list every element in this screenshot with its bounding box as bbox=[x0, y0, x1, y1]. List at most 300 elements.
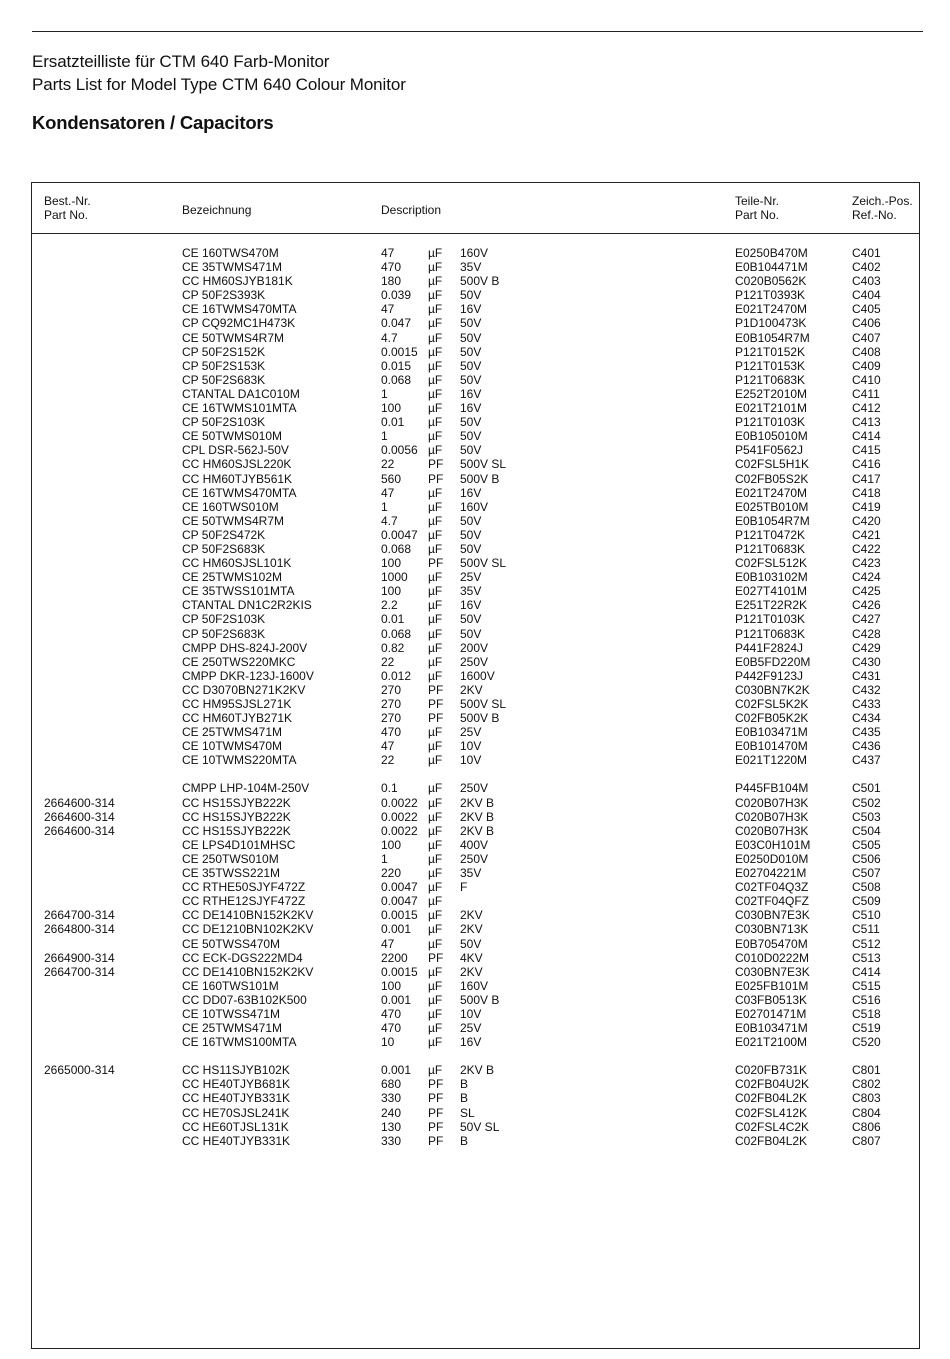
value-cell: 0.068 bbox=[381, 372, 412, 387]
table-row bbox=[32, 1007, 919, 1021]
ref-cell: C501 bbox=[852, 781, 881, 796]
teile-nr-cell: C02FSL5K2K bbox=[735, 697, 809, 711]
table-row bbox=[32, 302, 919, 316]
rating-cell: 10V bbox=[460, 753, 482, 768]
teile-nr-cell: P121T0472K bbox=[735, 527, 806, 542]
table-row bbox=[32, 514, 919, 528]
best-nr-cell: 2664700-314 bbox=[44, 964, 115, 979]
header-best-nr-de: Best.-Nr. bbox=[44, 194, 91, 208]
teile-nr-cell: P121T0683K bbox=[735, 541, 806, 556]
table-row bbox=[32, 669, 919, 683]
ref-cell: C409 bbox=[852, 358, 881, 373]
teile-nr-cell: C02FB04U2K bbox=[735, 1077, 810, 1092]
teile-nr-cell: E0B101470M bbox=[735, 739, 808, 754]
table-row bbox=[32, 260, 919, 274]
table-row bbox=[32, 528, 919, 542]
unit-cell: µF bbox=[428, 443, 443, 458]
value-cell: 270 bbox=[381, 711, 402, 726]
table-row bbox=[32, 1035, 919, 1049]
bezeichnung-cell: CP 50F2S153K bbox=[182, 358, 266, 373]
value-cell: 0.068 bbox=[381, 626, 412, 641]
teile-nr-cell: P541F0562J bbox=[735, 443, 804, 458]
bezeichnung-cell: CMPP DKR-123J-1600V bbox=[182, 668, 314, 683]
rating-cell: 50V bbox=[460, 429, 482, 444]
ref-cell: C404 bbox=[852, 288, 881, 303]
bezeichnung-cell: CE 25TWMS471M bbox=[182, 1021, 283, 1036]
teile-nr-cell: C02FB04L2K bbox=[735, 1133, 808, 1148]
bezeichnung-cell: CC HM60SJSL101K bbox=[182, 556, 292, 571]
unit-cell: PF bbox=[428, 1077, 444, 1092]
bezeichnung-cell: CC HM60SJSL220K bbox=[182, 457, 292, 472]
ref-cell: C437 bbox=[852, 753, 881, 768]
rating-cell: 25V bbox=[460, 1021, 482, 1036]
bezeichnung-cell: CP 50F2S103K bbox=[182, 612, 266, 627]
ref-cell: C801 bbox=[852, 1063, 881, 1078]
ref-cell: C419 bbox=[852, 499, 881, 514]
header-zeich-pos-de: Zeich.-Pos. bbox=[852, 194, 913, 208]
bezeichnung-cell: CP 50F2S683K bbox=[182, 626, 266, 641]
table-row bbox=[32, 937, 919, 951]
teile-nr-cell: E0B705470M bbox=[735, 936, 808, 951]
table-row bbox=[32, 415, 919, 429]
value-cell: 0.012 bbox=[381, 668, 412, 683]
teile-nr-cell: C020B07H3K bbox=[735, 823, 809, 838]
rating-cell: 4KV bbox=[460, 950, 483, 965]
unit-cell: µF bbox=[428, 922, 443, 937]
ref-cell: C425 bbox=[852, 584, 881, 599]
table-row bbox=[32, 993, 919, 1007]
rating-cell: 16V bbox=[460, 485, 482, 500]
unit-cell: µF bbox=[428, 866, 443, 881]
best-nr-cell: 2665000-314 bbox=[44, 1063, 115, 1078]
teile-nr-cell: E021T2100M bbox=[735, 1035, 808, 1050]
rating-cell: 10V bbox=[460, 1006, 482, 1021]
table-row bbox=[32, 316, 919, 330]
unit-cell: µF bbox=[428, 499, 443, 514]
ref-cell: C415 bbox=[852, 443, 881, 458]
ref-cell: C515 bbox=[852, 978, 881, 993]
unit-cell: PF bbox=[428, 697, 444, 711]
parts-table bbox=[31, 182, 920, 1349]
bezeichnung-cell: CC HM95SJSL271K bbox=[182, 697, 292, 711]
top-rule bbox=[32, 31, 923, 32]
value-cell: 470 bbox=[381, 725, 402, 740]
table-row bbox=[32, 429, 919, 443]
bezeichnung-cell: CE 50TWMS4R7M bbox=[182, 513, 285, 528]
bezeichnung-cell: CC HE70SJSL241K bbox=[182, 1105, 290, 1120]
table-row bbox=[32, 345, 919, 359]
table-row bbox=[32, 753, 919, 767]
table-row bbox=[32, 472, 919, 486]
table-row bbox=[32, 683, 919, 697]
teile-nr-cell: E0B1054R7M bbox=[735, 513, 810, 528]
ref-cell: C416 bbox=[852, 457, 881, 472]
teile-nr-cell: E027T4101M bbox=[735, 584, 808, 599]
value-cell: 0.01 bbox=[381, 612, 405, 627]
table-row bbox=[32, 810, 919, 824]
table-body bbox=[32, 246, 919, 1148]
table-row bbox=[32, 612, 919, 626]
best-nr-cell: 2664800-314 bbox=[44, 922, 115, 937]
ref-cell: C502 bbox=[852, 795, 881, 810]
teile-nr-cell: C02FSL5H1K bbox=[735, 457, 810, 472]
unit-cell: µF bbox=[428, 316, 443, 331]
unit-cell: µF bbox=[428, 978, 443, 993]
ref-cell: C405 bbox=[852, 302, 881, 317]
table-row bbox=[32, 781, 919, 795]
value-cell: 330 bbox=[381, 1133, 402, 1148]
table-row bbox=[32, 951, 919, 965]
ref-cell: C806 bbox=[852, 1119, 881, 1134]
table-row bbox=[32, 824, 919, 838]
value-cell: 100 bbox=[381, 401, 402, 416]
ref-cell: C401 bbox=[852, 246, 881, 260]
rating-cell: 50V bbox=[460, 344, 482, 359]
ref-cell: C803 bbox=[852, 1091, 881, 1106]
teile-nr-cell: P442F9123J bbox=[735, 668, 804, 683]
unit-cell: µF bbox=[428, 894, 443, 909]
unit-cell: µF bbox=[428, 1035, 443, 1050]
table-row bbox=[32, 1021, 919, 1035]
unit-cell: µF bbox=[428, 626, 443, 641]
value-cell: 4.7 bbox=[381, 513, 398, 528]
teile-nr-cell: C02FSL4C2K bbox=[735, 1119, 810, 1134]
value-cell: 47 bbox=[381, 739, 395, 754]
value-cell: 1 bbox=[381, 386, 388, 401]
ref-cell: C506 bbox=[852, 851, 881, 866]
bezeichnung-cell: CC HS15SJYB222K bbox=[182, 809, 291, 824]
title-english: Parts List for Model Type CTM 640 Colour Monitor bbox=[32, 75, 406, 94]
bezeichnung-cell: CE 160TWS010M bbox=[182, 499, 279, 514]
table-row bbox=[32, 331, 919, 345]
teile-nr-cell: E025TB010M bbox=[735, 499, 809, 514]
teile-nr-cell: E0B104471M bbox=[735, 260, 808, 275]
table-row bbox=[32, 1091, 919, 1105]
teile-nr-cell: C02FB04L2K bbox=[735, 1091, 808, 1106]
table-row bbox=[32, 880, 919, 894]
bezeichnung-cell: CE 35TWSS221M bbox=[182, 866, 281, 881]
unit-cell: µF bbox=[428, 429, 443, 444]
teile-nr-cell: E03C0H101M bbox=[735, 837, 811, 852]
best-nr-cell: 2664700-314 bbox=[44, 908, 115, 923]
teile-nr-cell: C030BN7E3K bbox=[735, 964, 810, 979]
unit-cell: µF bbox=[428, 401, 443, 416]
ref-cell: C508 bbox=[852, 880, 881, 895]
unit-cell: µF bbox=[428, 260, 443, 275]
bezeichnung-cell: CE 16TWMS100MTA bbox=[182, 1035, 297, 1050]
rating-cell: 50V bbox=[460, 316, 482, 331]
bezeichnung-cell: CE 160TWS101M bbox=[182, 978, 279, 993]
unit-cell: µF bbox=[428, 809, 443, 824]
ref-cell: C420 bbox=[852, 513, 881, 528]
value-cell: 47 bbox=[381, 246, 395, 260]
unit-cell: µF bbox=[428, 640, 443, 655]
value-cell: 0.001 bbox=[381, 992, 412, 1007]
value-cell: 0.1 bbox=[381, 781, 398, 796]
bezeichnung-cell: CC DD07-63B102K500 bbox=[182, 992, 307, 1007]
bezeichnung-cell: CE 35TWMS471M bbox=[182, 260, 283, 275]
table-row bbox=[32, 838, 919, 852]
bezeichnung-cell: CC HE40TJYB331K bbox=[182, 1133, 291, 1148]
ref-cell: C434 bbox=[852, 711, 881, 726]
ref-cell: C519 bbox=[852, 1021, 881, 1036]
bezeichnung-cell: CC HM60SJYB181K bbox=[182, 274, 293, 289]
value-cell: 560 bbox=[381, 471, 402, 486]
header-description: Description bbox=[381, 203, 442, 217]
unit-cell: PF bbox=[428, 1091, 444, 1106]
teile-nr-cell: C030BN7E3K bbox=[735, 908, 810, 923]
value-cell: 100 bbox=[381, 978, 402, 993]
unit-cell: µF bbox=[428, 1006, 443, 1021]
teile-nr-cell: E0B103102M bbox=[735, 570, 808, 585]
rating-cell: 50V bbox=[460, 612, 482, 627]
table-row bbox=[32, 274, 919, 288]
value-cell: 47 bbox=[381, 485, 395, 500]
table-row bbox=[32, 979, 919, 993]
table-row bbox=[32, 908, 919, 922]
rating-cell: 200V bbox=[460, 640, 489, 655]
table-row bbox=[32, 1077, 919, 1091]
bezeichnung-cell: CC HE40TJYB681K bbox=[182, 1077, 291, 1092]
ref-cell: C435 bbox=[852, 725, 881, 740]
ref-cell: C410 bbox=[852, 372, 881, 387]
ref-cell: C430 bbox=[852, 654, 881, 669]
ref-cell: C417 bbox=[852, 471, 881, 486]
value-cell: 0.0022 bbox=[381, 809, 418, 824]
ref-cell: C423 bbox=[852, 556, 881, 571]
ref-cell: C429 bbox=[852, 640, 881, 655]
ref-cell: C520 bbox=[852, 1035, 881, 1050]
teile-nr-cell: P1D100473K bbox=[735, 316, 807, 331]
header-best-nr-en: Part No. bbox=[44, 207, 89, 222]
header-best-nr bbox=[44, 195, 91, 222]
ref-cell: C412 bbox=[852, 401, 881, 416]
unit-cell: µF bbox=[428, 1063, 443, 1078]
unit-cell: µF bbox=[428, 330, 443, 345]
table-row bbox=[32, 288, 919, 302]
header-teile-nr-en: Part No. bbox=[735, 207, 780, 222]
rating-cell: 50V bbox=[460, 372, 482, 387]
value-cell: 0.0056 bbox=[381, 443, 418, 458]
table-row bbox=[32, 401, 919, 415]
table-row bbox=[32, 373, 919, 387]
table-row bbox=[32, 443, 919, 457]
bezeichnung-cell: CP 50F2S103K bbox=[182, 415, 266, 430]
teile-nr-cell: E252T2010M bbox=[735, 386, 808, 401]
rating-cell: 500V B bbox=[460, 992, 500, 1007]
value-cell: 47 bbox=[381, 302, 395, 317]
ref-cell: C422 bbox=[852, 541, 881, 556]
unit-cell: µF bbox=[428, 274, 443, 289]
teile-nr-cell: P121T0103K bbox=[735, 612, 806, 627]
unit-cell: PF bbox=[428, 556, 444, 571]
ref-cell: C408 bbox=[852, 344, 881, 359]
unit-cell: PF bbox=[428, 457, 444, 472]
unit-cell: PF bbox=[428, 1119, 444, 1134]
value-cell: 0.0047 bbox=[381, 894, 418, 909]
header-teile-nr bbox=[735, 195, 779, 222]
teile-nr-cell: C03FB0513K bbox=[735, 992, 808, 1007]
rating-cell: 35V bbox=[460, 584, 482, 599]
rating-cell: 250V bbox=[460, 851, 489, 866]
unit-cell: µF bbox=[428, 570, 443, 585]
ref-cell: C518 bbox=[852, 1006, 881, 1021]
bezeichnung-cell: CC DE1410BN152K2KV bbox=[182, 964, 314, 979]
value-cell: 2200 bbox=[381, 950, 408, 965]
bezeichnung-cell: CC HE40TJYB331K bbox=[182, 1091, 291, 1106]
ref-cell: C406 bbox=[852, 316, 881, 331]
bezeichnung-cell: CE 250TWS220MKC bbox=[182, 654, 296, 669]
ref-cell: C510 bbox=[852, 908, 881, 923]
teile-nr-cell: P121T0683K bbox=[735, 372, 806, 387]
unit-cell: µF bbox=[428, 288, 443, 303]
unit-cell: µF bbox=[428, 668, 443, 683]
rating-cell: 10V bbox=[460, 739, 482, 754]
ref-cell: C503 bbox=[852, 809, 881, 824]
bezeichnung-cell: CE 10TWSS471M bbox=[182, 1006, 281, 1021]
value-cell: 47 bbox=[381, 936, 395, 951]
rating-cell: 50V bbox=[460, 288, 482, 303]
teile-nr-cell: P121T0683K bbox=[735, 626, 806, 641]
best-nr-cell: 2664600-314 bbox=[44, 823, 115, 838]
teile-nr-cell: E02704221M bbox=[735, 866, 807, 881]
ref-cell: C414 bbox=[852, 964, 881, 979]
header-bezeichnung: Bezeichnung bbox=[182, 203, 252, 217]
rating-cell: 2KV B bbox=[460, 809, 495, 824]
unit-cell: µF bbox=[428, 936, 443, 951]
section-title: Kondensatoren / Capacitors bbox=[32, 112, 274, 133]
bezeichnung-cell: CE 16TWMS101MTA bbox=[182, 401, 297, 416]
table-row bbox=[32, 922, 919, 936]
unit-cell: PF bbox=[428, 682, 444, 697]
bezeichnung-cell: CC ECK-DGS222MD4 bbox=[182, 950, 303, 965]
rating-cell: 50V bbox=[460, 527, 482, 542]
ref-cell: C427 bbox=[852, 612, 881, 627]
bezeichnung-cell: CC HM60TJYB561K bbox=[182, 471, 293, 486]
ref-cell: C516 bbox=[852, 992, 881, 1007]
unit-cell: PF bbox=[428, 950, 444, 965]
rating-cell: 50V bbox=[460, 415, 482, 430]
unit-cell: µF bbox=[428, 837, 443, 852]
table-row bbox=[32, 246, 919, 260]
teile-nr-cell: E0250D010M bbox=[735, 851, 809, 866]
rating-cell: 50V SL bbox=[460, 1119, 500, 1134]
unit-cell: µF bbox=[428, 964, 443, 979]
rating-cell: 50V bbox=[460, 626, 482, 641]
rating-cell: 16V bbox=[460, 1035, 482, 1050]
value-cell: 10 bbox=[381, 1035, 395, 1050]
value-cell: 0.01 bbox=[381, 415, 405, 430]
value-cell: 0.068 bbox=[381, 541, 412, 556]
bezeichnung-cell: CPL DSR-562J-50V bbox=[182, 443, 289, 458]
rating-cell: 250V bbox=[460, 654, 489, 669]
teile-nr-cell: P441F2824J bbox=[735, 640, 804, 655]
rating-cell: 50V bbox=[460, 358, 482, 373]
table-row bbox=[32, 894, 919, 908]
table-row bbox=[32, 627, 919, 641]
rating-cell: 400V bbox=[460, 837, 489, 852]
teile-nr-cell: E251T22R2K bbox=[735, 598, 808, 613]
rating-cell: 2KV B bbox=[460, 823, 495, 838]
table-row bbox=[32, 500, 919, 514]
bezeichnung-cell: CC HS15SJYB222K bbox=[182, 795, 291, 810]
ref-cell: C402 bbox=[852, 260, 881, 275]
value-cell: 220 bbox=[381, 866, 402, 881]
ref-cell: C421 bbox=[852, 527, 881, 542]
rating-cell: 500V SL bbox=[460, 697, 507, 711]
ref-cell: C504 bbox=[852, 823, 881, 838]
best-nr-cell: 2664900-314 bbox=[44, 950, 115, 965]
rating-cell: 500V B bbox=[460, 711, 500, 726]
table-row bbox=[32, 542, 919, 556]
value-cell: 100 bbox=[381, 556, 402, 571]
value-cell: 22 bbox=[381, 457, 395, 472]
unit-cell: PF bbox=[428, 471, 444, 486]
rating-cell: 500V SL bbox=[460, 556, 507, 571]
unit-cell: µF bbox=[428, 541, 443, 556]
value-cell: 4.7 bbox=[381, 330, 398, 345]
bezeichnung-cell: CE 160TWS470M bbox=[182, 246, 279, 260]
bezeichnung-cell: CC RTHE50SJYF472Z bbox=[182, 880, 306, 895]
rating-cell: 500V B bbox=[460, 471, 500, 486]
rating-cell: 1600V bbox=[460, 668, 495, 683]
bezeichnung-cell: CTANTAL DN1C2R2KIS bbox=[182, 598, 312, 613]
rating-cell: 16V bbox=[460, 302, 482, 317]
teile-nr-cell: C02FSL512K bbox=[735, 556, 808, 571]
value-cell: 0.047 bbox=[381, 316, 412, 331]
bezeichnung-cell: CE 35TWSS101MTA bbox=[182, 584, 295, 599]
best-nr-cell: 2664600-314 bbox=[44, 809, 115, 824]
bezeichnung-cell: CMPP DHS-824J-200V bbox=[182, 640, 308, 655]
bezeichnung-cell: CE 50TWSS470M bbox=[182, 936, 281, 951]
bezeichnung-cell: CP 50F2S472K bbox=[182, 527, 266, 542]
teile-nr-cell: P121T0393K bbox=[735, 288, 806, 303]
table-row bbox=[32, 711, 919, 725]
ref-cell: C432 bbox=[852, 682, 881, 697]
bezeichnung-cell: CC DE1410BN152K2KV bbox=[182, 908, 314, 923]
rating-cell: 2KV bbox=[460, 964, 483, 979]
unit-cell: PF bbox=[428, 711, 444, 726]
ref-cell: C428 bbox=[852, 626, 881, 641]
ref-cell: C418 bbox=[852, 485, 881, 500]
value-cell: 0.0022 bbox=[381, 795, 418, 810]
bezeichnung-cell: CC RTHE12SJYF472Z bbox=[182, 894, 306, 909]
rating-cell: 500V SL bbox=[460, 457, 507, 472]
unit-cell: µF bbox=[428, 725, 443, 740]
ref-cell: C511 bbox=[852, 922, 880, 937]
unit-cell: µF bbox=[428, 795, 443, 810]
teile-nr-cell: C02TF04Q3Z bbox=[735, 880, 809, 895]
bezeichnung-cell: CE 25TWMS102M bbox=[182, 570, 283, 585]
bezeichnung-cell: CE 50TWMS4R7M bbox=[182, 330, 285, 345]
value-cell: 0.0047 bbox=[381, 880, 418, 895]
bezeichnung-cell: CC D3070BN271K2KV bbox=[182, 682, 306, 697]
teile-nr-cell: P445FB104M bbox=[735, 781, 809, 796]
rating-cell: 16V bbox=[460, 386, 482, 401]
unit-cell: µF bbox=[428, 598, 443, 613]
rating-cell: F bbox=[460, 880, 468, 895]
ref-cell: C426 bbox=[852, 598, 881, 613]
value-cell: 0.0047 bbox=[381, 527, 418, 542]
unit-cell: µF bbox=[428, 415, 443, 430]
bezeichnung-cell: CC HE60TJSL131K bbox=[182, 1119, 289, 1134]
ref-cell: C424 bbox=[852, 570, 881, 585]
teile-nr-cell: E021T2470M bbox=[735, 302, 808, 317]
unit-cell: µF bbox=[428, 485, 443, 500]
ref-cell: C433 bbox=[852, 697, 881, 711]
rating-cell: 50V bbox=[460, 513, 482, 528]
teile-nr-cell: C030BN7K2K bbox=[735, 682, 810, 697]
